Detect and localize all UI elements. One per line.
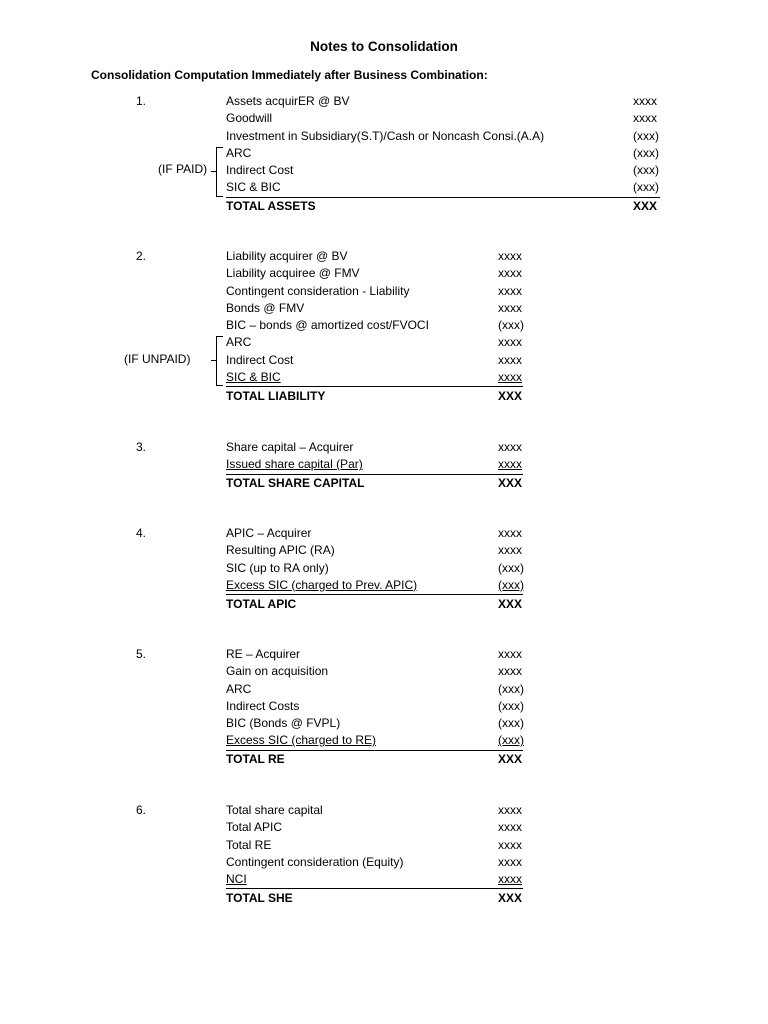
line-item	[0, 732, 768, 749]
section-number: 3.	[136, 440, 147, 454]
bracket-label: (IF PAID)	[158, 162, 208, 176]
line-item	[0, 352, 768, 369]
line-item-label: APIC – Acquirer	[226, 526, 312, 540]
line-item-value: xxxx	[498, 300, 522, 315]
line-item-value: (xxx)	[498, 681, 524, 696]
line-item-label: Total APIC	[226, 820, 283, 835]
line-item	[0, 456, 768, 473]
line-item-value: xxxx	[498, 369, 522, 384]
line-item-value: xxxx	[498, 854, 522, 869]
brace-shape	[216, 336, 223, 386]
line-item	[0, 283, 768, 300]
line-item-label: Liability acquiree @ FMV	[226, 266, 360, 281]
line-item-label: Excess SIC (charged to RE)	[226, 733, 377, 748]
line-item-label: SIC & BIC	[226, 180, 281, 195]
line-item-value: xxxx	[498, 820, 522, 835]
line-item	[0, 110, 768, 127]
line-item	[0, 854, 768, 871]
line-item-value: xxxx	[498, 249, 522, 263]
line-item	[0, 439, 768, 456]
line-item-value: xxxx	[498, 457, 522, 472]
line-item	[0, 663, 768, 680]
line-item	[0, 145, 768, 162]
line-item-label: Contingent consideration (Equity)	[226, 854, 404, 869]
total-row	[0, 596, 768, 613]
total-row	[0, 388, 768, 405]
line-item	[0, 646, 768, 663]
brace-tick	[211, 171, 216, 172]
line-item	[0, 369, 768, 386]
line-item	[0, 715, 768, 732]
section-number: 5.	[136, 647, 147, 661]
line-item-value: (xxx)	[498, 577, 524, 592]
line-item-value: xxxx	[498, 664, 522, 679]
line-item-value: xxxx	[498, 440, 522, 454]
line-item-value: (xxx)	[633, 145, 659, 160]
line-item-value: xxxx	[498, 543, 522, 558]
line-item-value: (xxx)	[498, 560, 524, 575]
line-item	[0, 317, 768, 334]
line-item	[0, 698, 768, 715]
page-title: Notes to Consolidation	[310, 39, 458, 54]
total-value: XXX	[633, 199, 658, 213]
total-value: XXX	[498, 476, 523, 490]
line-item-label: Assets acquirER @ BV	[226, 94, 350, 108]
line-item-label: Investment in Subsidiary(S.T)/Cash or Noncash Consi.(A.A)	[226, 128, 545, 143]
total-label: TOTAL ASSETS	[226, 199, 316, 213]
total-value: XXX	[498, 596, 523, 611]
line-item-value: xxxx	[498, 647, 522, 661]
total-row	[0, 475, 768, 492]
page-subtitle: Consolidation Computation Immediately after Business Combination:	[91, 68, 488, 82]
line-item	[0, 179, 768, 196]
line-item-label: BIC – bonds @ amortized cost/FVOCI	[226, 318, 429, 332]
line-item-label: Share capital – Acquirer	[226, 440, 354, 454]
line-item-value: (xxx)	[633, 180, 659, 195]
line-item-value: xxxx	[498, 872, 522, 886]
line-item-label: BIC (Bonds @ FVPL)	[226, 716, 341, 730]
line-item-label: Contingent consideration - Liability	[226, 283, 410, 298]
line-item-value: (xxx)	[498, 698, 524, 713]
brace-tick	[211, 360, 216, 361]
line-item-label: Resulting APIC (RA)	[226, 543, 335, 558]
line-item	[0, 162, 768, 179]
line-item-label: Liability acquirer @ BV	[226, 249, 348, 263]
line-item	[0, 681, 768, 698]
line-item-value: (xxx)	[633, 163, 659, 177]
line-item-label: ARC	[226, 145, 252, 160]
line-item	[0, 300, 768, 317]
line-item	[0, 525, 768, 542]
line-item	[0, 265, 768, 282]
line-item-value: xxxx	[498, 352, 522, 367]
line-item-value: (xxx)	[498, 318, 524, 332]
total-label: TOTAL SHARE CAPITAL	[226, 476, 365, 490]
line-item-label: ARC	[226, 681, 252, 696]
line-item	[0, 577, 768, 594]
line-item-label: Indirect Costs	[226, 698, 300, 713]
line-item-label: RE – Acquirer	[226, 647, 301, 661]
line-item	[0, 871, 768, 888]
line-item	[0, 248, 768, 265]
line-item-value: xxxx	[498, 803, 522, 817]
line-item-value: xxxx	[498, 283, 522, 298]
line-item-value: xxxx	[633, 94, 657, 108]
bracket-label: (IF UNPAID)	[124, 351, 191, 366]
section-number: 2.	[136, 249, 147, 263]
line-item	[0, 542, 768, 559]
line-item-value: xxxx	[498, 335, 522, 350]
line-item-value: (xxx)	[498, 716, 524, 730]
brace-shape	[216, 147, 223, 197]
line-item	[0, 802, 768, 819]
line-item	[0, 93, 768, 110]
line-item-value: (xxx)	[633, 128, 659, 143]
line-item-label: SIC & BIC	[226, 369, 281, 384]
total-label: TOTAL APIC	[226, 596, 297, 611]
total-value: XXX	[498, 890, 523, 905]
line-item-label: Indirect Cost	[226, 163, 294, 177]
line-item-label: SIC (up to RA only)	[226, 560, 329, 575]
total-label: TOTAL SHE	[226, 890, 293, 905]
line-item-label: Total share capital	[226, 803, 323, 817]
total-value: XXX	[498, 388, 523, 403]
line-item-value: (xxx)	[498, 733, 524, 748]
line-item-label: Gain on acquisition	[226, 664, 329, 679]
section-number: 6.	[136, 803, 147, 817]
total-row	[0, 198, 768, 215]
line-item	[0, 334, 768, 351]
line-item-label: NCI	[226, 872, 247, 886]
line-item-label: ARC	[226, 335, 252, 350]
total-label: TOTAL LIABILITY	[226, 388, 326, 403]
line-item	[0, 819, 768, 836]
line-item	[0, 560, 768, 577]
total-row	[0, 751, 768, 768]
line-item-label: Excess SIC (charged to Prev. APIC)	[226, 577, 418, 592]
section-number: 1.	[136, 94, 147, 108]
line-item	[0, 128, 768, 145]
line-item-value: xxxx	[633, 111, 657, 126]
line-item-value: xxxx	[498, 526, 522, 540]
line-item-label: Indirect Cost	[226, 352, 294, 367]
line-item-label: Issued share capital (Par)	[226, 457, 363, 472]
line-item-value: xxxx	[498, 266, 522, 281]
total-value: XXX	[498, 752, 523, 766]
line-item-label: Bonds @ FMV	[226, 300, 305, 315]
line-item	[0, 837, 768, 854]
line-item-label: Goodwill	[226, 111, 273, 126]
line-item-label: Total RE	[226, 837, 272, 852]
section-number: 4.	[136, 526, 147, 540]
total-row	[0, 890, 768, 907]
line-item-value: xxxx	[498, 837, 522, 852]
total-label: TOTAL RE	[226, 752, 285, 766]
